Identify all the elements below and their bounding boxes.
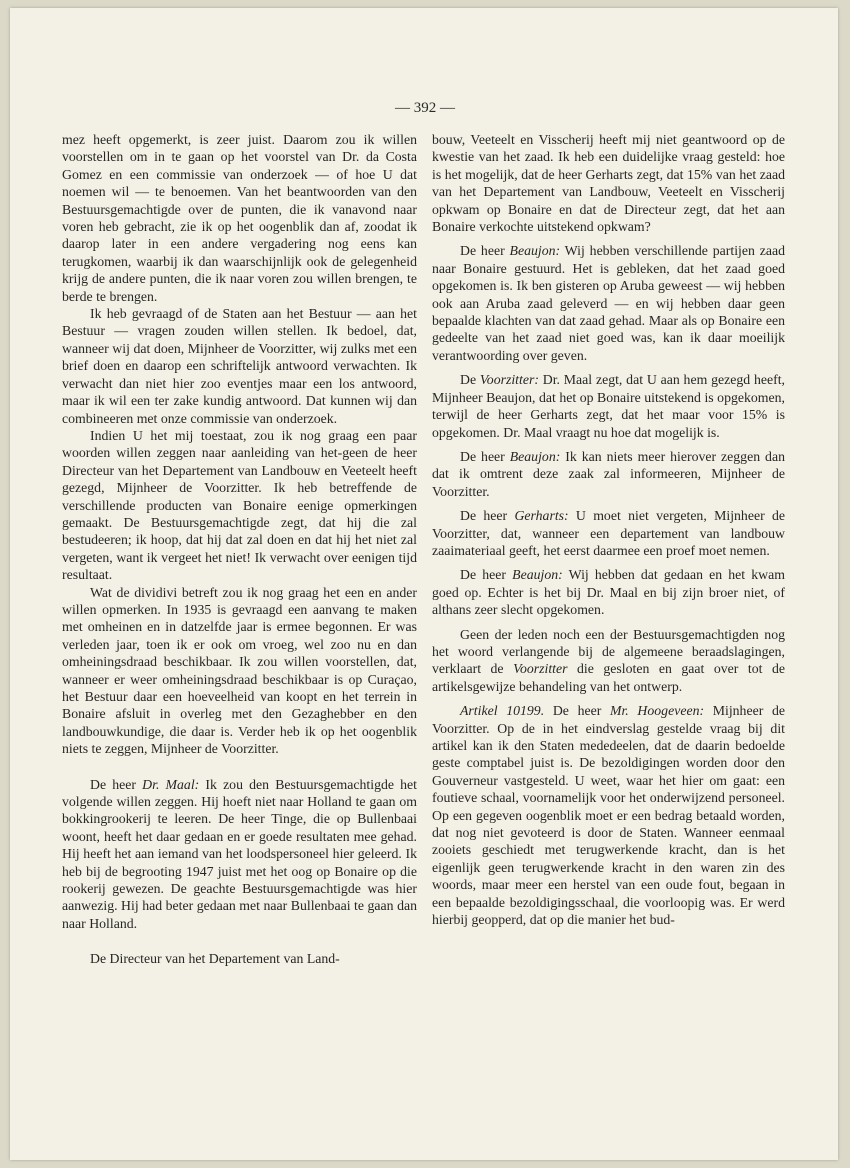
speaker-label: Beaujon: (509, 243, 561, 259)
paragraph-text: De heer (460, 448, 510, 464)
paragraph-text: De heer (90, 776, 143, 792)
paragraph-text: Geen der leden noch een der Bestuursgemachtigden nog het woord verlangende bij de algemeene beraadslagingen, verklaart de (432, 626, 785, 677)
paragraph (432, 626, 785, 696)
paragraph-text: De heer (460, 243, 510, 259)
paragraph-text: U moet niet vergeten, Mijnheer de Voorzitter, dat, wanneer een departement van landbouw zaaimateriaal geeft, het eerst daarmee een proef moet nemen. (432, 508, 785, 558)
paragraph (62, 950, 417, 967)
paragraph-text: De heer (460, 508, 515, 524)
paragraph-text: die gesloten en gaat over tot de artikelsgewijze behandeling van het ontwerp. (432, 661, 785, 694)
paragraph (432, 702, 785, 928)
paragraph (432, 131, 785, 235)
paragraph-text: Wat de dividivi betreft zou ik nog graag het een en ander willen opmerken. In 1935 is gevraagd een aanvang te maken met omheinen en in datzelfde jaar is ermee begonnen. Er was verleden jaar, toen ik er ook om vroeg, wel zoo nu en dan omheiningsdraad beschikbaar. Ik zou willen voorstellen, dat, wanneer er weer omheiningsdraad beschikbaar is op Curaçao, het Bestuur daar een hoeveelheid van koopt en het terrein in Bonaire afsluit in overleg met den Gezaghebber en den landbouwkundige, die daar is. Verder heb ik op het oogenblik niets te zeggen, Mijnheer de Voorzitter. (62, 584, 417, 757)
speaker-label: Voorzitter: (479, 372, 539, 388)
paragraph (62, 131, 417, 305)
paragraph (62, 427, 417, 584)
speaker-label: Beaujon: (509, 448, 561, 464)
paragraph-text: De heer (460, 567, 513, 583)
paragraph (62, 776, 417, 933)
speaker-label: Gerharts: (514, 508, 569, 524)
speaker-label: Mr. Hoogeveen: (609, 703, 705, 719)
paragraph-text: mez heeft opgemerkt, is zeer juist. Daarom zou ik willen voorstellen om in te gaan op het voorstel van Dr. da Costa Gomez en een commissie van onderzoek — of hoe U dat noemen wil — te benoemen. Van het beantwoorden van den Bestuursgemachtigde over de punten, die ik vanavond naar voren heb gebracht, zie ik op het oogenblik dan af, zoodat ik daarop later in een andere vergadering nog eens kan terugkomen, waarbij ik dan waarschijnlijk ook de gelegenheid krijg de andere punten, die ik naar voren zou willen brengen, te berde te brengen. (62, 132, 417, 304)
speaker-label: Beaujon: (512, 567, 563, 583)
paragraph (432, 507, 785, 559)
paragraph-text: Ik kan niets meer hierover zeggen dan dat ik omtrent deze zaak zal informeeren, Mijnheer de Voorzitter. (432, 448, 785, 499)
right-column (432, 131, 785, 928)
paragraph-text: Ik zou den Bestuursgemachtigde het volgende willen zeggen. Hij hoeft niet naar Holland te gaan om bokkingrookerij te leeren. De heer Tinge, die op Bullenbaai woont, heeft het daar gedaan en er goede resultaten mee gehad. Hij heeft het aan iemand van het loodspersoneel hier geleerd. Ik heb bij de begrooting 1947 juist met het oog op Bonaire op die rookerij gewezen. De geachte Bestuursgemachtigde was hier aanwezig. Hij had beter gedaan met naar Bullenbaai te gaan dan naar Holland. (62, 776, 417, 931)
paragraph-text: De Directeur van het Departement van Land- (90, 951, 340, 967)
paragraph-text: Wij hebben verschillende partijen zaad naar Bonaire gestuurd. Het is gebleken, dat het zaad goed opgekomen is. Ik ben gisteren op Aruba geweest — wij hebben ook aan Aruba zaad geleverd — en wij hebben daar geen bepaalde klachten van dat zaad gehad. Maar als op Bonaire een gedeelte van het zaad niet goed was, kan ik daar moeilijk verantwoording over geven. (432, 243, 785, 363)
paragraph-text: De (460, 372, 480, 388)
paragraph-text: Wij hebben dat gedaan en het kwam goed op. Echter is het bij Dr. Maal en bij zijn broer niet, of althans zeer slecht opgekomen. (432, 567, 786, 618)
paragraph (432, 242, 785, 364)
paragraph-text: Dr. Maal zegt, dat U aan hem gezegd heeft, Mijnheer Beaujon, dat het op Bonaire uitstekend is opgekomen, terwijl de heer Gerharts zegt, dat het maar voor 15% is opgekomen. Dr. Maal vraagt nu hoe dat mogelijk is. (432, 372, 786, 440)
paragraph (62, 584, 417, 758)
paragraph (432, 566, 785, 618)
paragraph-text: bouw, Veeteelt en Visscherij heeft mij niet geantwoord op de kwestie van het zaad. Ik heb een duidelijke vraag gesteld: hoe is het mogelijk, dat de heer Gerharts zegt, dat 15% van het zaad van het Departement van Landbouw, Veeteelt en Visscherij opkwam op Bonaire en dat de Directeur zegt, dat het aan Bonaire verkochte uitstekend opkwam? (432, 132, 785, 235)
speaker-label: Voorzitter (513, 661, 568, 677)
paragraph-text: Ik heb gevraagd of de Staten aan het Bestuur — aan het Bestuur — vragen zouden willen stellen. Ik bedoel, dat, wanneer wij dat doen, Mijnheer de Voorzitter, wij zulks met een brief doen en daarop een schriftelijk antwoord verwachten. Ik verwacht dan niet hier zoo eventjes maar een los antwoord, maar ik wil een ter zake kundig antwoord. Dat kunnen wij dan combineeren met onze commissie van onderzoek. (62, 306, 417, 426)
left-column (62, 131, 417, 968)
speaker-label: Artikel 10199. (460, 703, 545, 719)
paragraph (432, 371, 785, 441)
page-number: — 392 — (395, 100, 455, 116)
paragraph-text: Mijnheer de Voorzitter. Op de in het eindverslag gestelde vraag bij dit artikel kan ik den Staten mededeelen, dat de daarin bedoelde geste comptabel juist is. De bezoldigingen worden door den Gouverneur vastgesteld. U weet, waar het hier om gaat: een foutieve schaal, voornamelijk voor het onderwijzend personeel. Op een gegeven oogenblik moet er een bedrag betaald worden, dat nog niet gevoteerd is door de Staten. Wanneer eenmaal zooiets geschiedt met terugwerkende kracht, dan is het eigenlijk geen terugwerkende kracht in den waren zin des woords, maar meer een herstel van een oude fout, begaan in een bepaalde bezoldigingsschaal, die voorloopig was. Er werd hierbij geopperd, dat op die manier het bud- (432, 703, 785, 928)
speaker-label: Dr. Maal: (142, 776, 200, 792)
paragraph-text: De heer (544, 703, 610, 719)
paragraph-text: Indien U het mij toestaat, zou ik nog graag een paar woorden willen zeggen naar aanleiding van het-geen de heer Directeur van het Departement van Landbouw en Veeteelt heeft gezegd, Mijnheer de Voorzitter. Ik heb betreffende de verschillende producten van Bonaire eenige opmerkingen gemaakt. De Bestuursgemachtigde zegt, dat hij die zal bestudeeren; ik hoop, dat hij dat zal doen en dat hij het niet zal vergeten, want ik vergeet het niet! Ik verwacht over eenigen tijd resultaat. (62, 427, 417, 583)
paragraph (62, 305, 417, 427)
paragraph (432, 448, 785, 500)
